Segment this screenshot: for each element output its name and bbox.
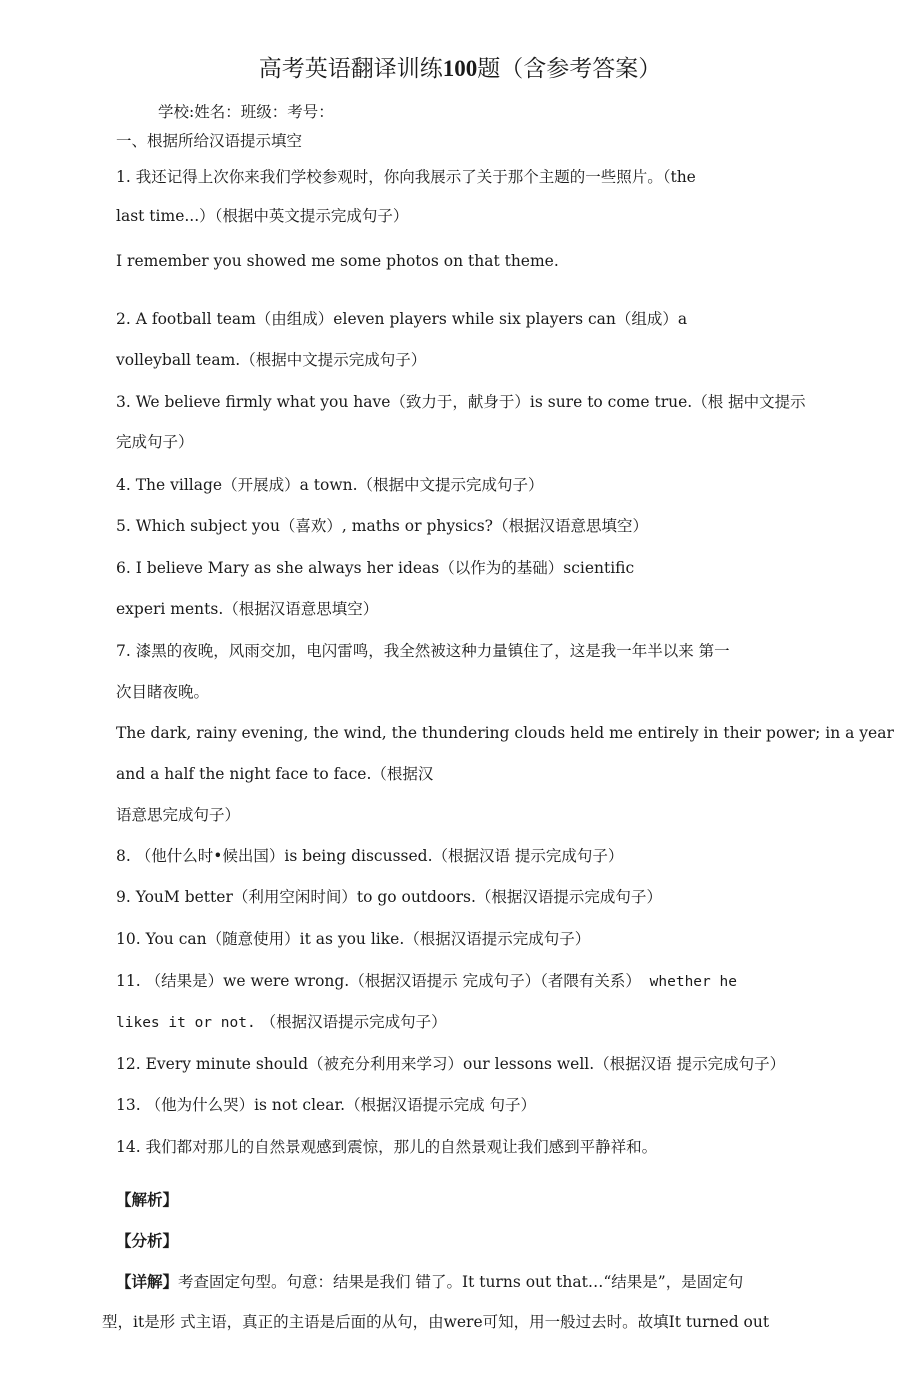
question-6-line-2: experi ments.（根据汉语意思填空） xyxy=(116,600,379,618)
question-9: 9. YouM better（利用空闲时间）to go outdoors.（根据汉语提示完成句子） xyxy=(116,888,662,906)
question-14: 14. 我们都对那儿的自然景观感到震惊，那儿的自然景观让我们感到平静祥和。 xyxy=(116,1138,658,1156)
question-10: 10. You can（随意使用）it as you like.（根据汉语提示完成句子） xyxy=(116,930,591,948)
question-7-line-3: The dark, rainy evening, the wind, the thundering clouds held me entirely in their power; in a year xyxy=(116,724,894,742)
question-3-line-1: 3. We believe firmly what you have（致力于，献身于）is sure to come true.（根 据中文提示 xyxy=(116,393,806,411)
question-8: 8. （他什么时•候出国）is being discussed.（根据汉语 提示完成句子） xyxy=(116,847,624,865)
page-title: 高考英语翻译训练100题（含参考答案） xyxy=(258,56,662,82)
question-11-line-2: likes it or not. （根据汉语提示完成句子） xyxy=(116,1013,447,1031)
detail-label: 【详解】 xyxy=(116,1272,179,1291)
question-6-line-1: 6. I believe Mary as she always her ideas（以作为的基础）scientific xyxy=(116,559,635,577)
section-heading: 一、根据所给汉语提示填空 xyxy=(116,132,303,150)
detail-line-2: 型，it是形 式主语，真正的主语是后面的从句，由were可知，用一般过去时。故填It turned out xyxy=(102,1313,770,1331)
question-2-line-2: volleyball team.（根据中文提示完成句子） xyxy=(116,351,427,369)
question-4: 4. The village（开展成）a town.（根据中文提示完成句子） xyxy=(116,476,544,494)
question-7-line-5: 语意思完成句子） xyxy=(116,806,241,824)
question-7-line-4: and a half the night face to face.（根据汉 xyxy=(116,765,434,783)
detail-line-1: 【详解】考查固定句型。句意：结果是我们 错了。It turns out that…“结果是”，是固定句 xyxy=(116,1272,744,1291)
question-7-line-2: 次目睹夜晚。 xyxy=(116,683,210,701)
question-7-line-1: 7. 漆黑的夜晚，风雨交加，电闪雷鸣，我全然被这种力量镇住了，这是我一年半以来 第一 xyxy=(116,642,730,660)
question-1-line-1: 1. 我还记得上次你来我们学校参观时，你向我展示了关于那个主题的一些照片。（the xyxy=(116,168,696,186)
question-5: 5. Which subject you（喜欢）, maths or physics?（根据汉语意思填空） xyxy=(116,517,648,535)
school-info-line: 学校:姓名：班级：考号： xyxy=(158,103,334,121)
question-12: 12. Every minute should（被充分利用来学习）our lessons well.（根据汉语 提示完成句子） xyxy=(116,1055,786,1073)
question-1-line-2: last time...）（根据中英文提示完成句子） xyxy=(116,207,409,225)
question-2-line-1: 2. A football team（由组成）eleven players while six players can（组成）a xyxy=(116,310,688,328)
question-13: 13. （他为什么哭）is not clear.（根据汉语提示完成 句子） xyxy=(116,1096,536,1114)
question-1-answer: I remember you showed me some photos on that theme. xyxy=(116,252,559,270)
question-3-line-2: 完成句子） xyxy=(116,433,194,451)
breakdown-heading: 【分析】 xyxy=(116,1231,179,1250)
analysis-heading: 【解析】 xyxy=(116,1190,179,1209)
question-11-line-1: 11. （结果是）we were wrong.（根据汉语提示 完成句子）（者隈有关系） whether he xyxy=(116,972,737,990)
